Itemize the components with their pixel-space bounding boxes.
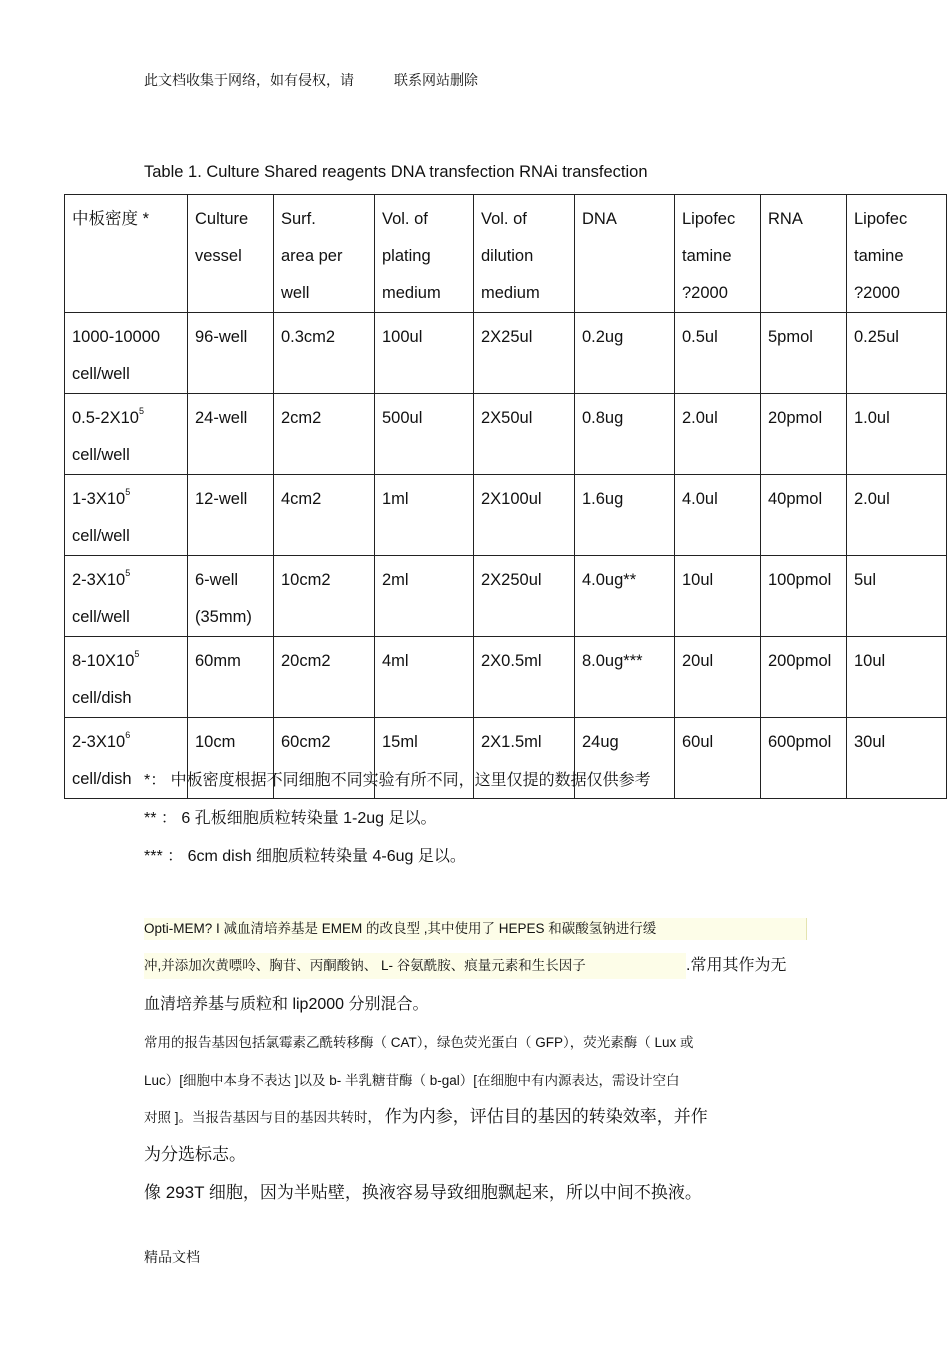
density-unit: cell/dish (72, 689, 132, 707)
cell-area: 4cm2 (274, 475, 375, 556)
cell-lipo-dna: 60ul (675, 718, 761, 799)
vessel-text: 24-well (195, 409, 248, 427)
table-row (65, 313, 947, 394)
optimem-tail-text: .常用其作为无 (686, 957, 787, 974)
header-text: tamine (854, 247, 904, 265)
header-text: well (281, 284, 310, 302)
cell-area: 60cm2 (274, 718, 375, 799)
reporter-gene-line-3 (144, 1102, 708, 1127)
header-text: Culture (195, 210, 249, 228)
density-unit: cell/well (72, 608, 130, 626)
cell-lipo-rna: 2.0ul (847, 475, 947, 556)
header-text: Surf. (281, 210, 316, 228)
cell-area: 0.3cm2 (274, 313, 375, 394)
cell-plating: 15ml (375, 718, 474, 799)
cell-rna: 5pmol (761, 313, 847, 394)
cell-vessel (188, 637, 274, 718)
cell-lipo-dna: 0.5ul (675, 313, 761, 394)
table-row (65, 475, 947, 556)
density-value: 0.5-2X10 (72, 409, 139, 427)
cell-dna: 0.2ug (575, 313, 675, 394)
cell-dna: 1.6ug (575, 475, 675, 556)
header-text: 中板密度 * (72, 210, 150, 228)
density-value: 2-3X10 (72, 733, 126, 751)
header-text: Vol. of (382, 210, 428, 228)
cell-lipo-rna: 0.25ul (847, 313, 947, 394)
density-exponent: 5 (134, 649, 140, 659)
cell-plating: 500ul (375, 394, 474, 475)
cell-lipo-dna: 2.0ul (675, 394, 761, 475)
table-header-cell (474, 195, 575, 313)
cell-plating: 1ml (375, 475, 474, 556)
cell-lipo-rna: 10ul (847, 637, 947, 718)
table-caption: Table 1. Culture Shared reagents DNA transfection RNAi transfection (144, 163, 648, 181)
page-footer: 精品文档 (144, 1249, 200, 1265)
cell-dilution: 2X50ul (474, 394, 575, 475)
optimem-highlighted-text: 冲,并添加次黄嘌呤、胸苷、丙酮酸钠、 L- 谷氨酰胺、痕量元素和生长因子 (144, 953, 686, 979)
cell-density (65, 475, 188, 556)
header-text: Lipofec (854, 210, 908, 228)
cell-rna: 20pmol (761, 394, 847, 475)
cell-area: 2cm2 (274, 394, 375, 475)
table-header-cell (847, 195, 947, 313)
header-text: medium (382, 284, 441, 302)
vessel-text: 10cm (195, 733, 236, 751)
header-text: ?2000 (854, 284, 900, 302)
cell-dilution: 2X1.5ml (474, 718, 575, 799)
header-text-left: 此文档收集于网络，如有侵权，请 (144, 72, 354, 88)
cell-dilution: 2X25ul (474, 313, 575, 394)
vessel-text: 96-well (195, 328, 248, 346)
density-unit: cell/well (72, 365, 130, 383)
optimem-paragraph-line-1: Opti-MEM? I 减血清培养基是 EMEM 的改良型 ,其中使用了 HEPES 和碳酸氢钠进行缓 (144, 918, 807, 940)
cell-vessel (188, 394, 274, 475)
reporter-gene-line-3-large: 作为内参，评估目的基因的转染效率，并作 (384, 1107, 708, 1126)
table-row (65, 637, 947, 718)
cell-rna: 100pmol (761, 556, 847, 637)
cell-dna: 8.0ug*** (575, 637, 675, 718)
cell-vessel (188, 313, 274, 394)
cell-dilution: 2X0.5ml (474, 637, 575, 718)
footnote-6cm: *** ： 6cm dish 细胞质粒转染量 4-6ug 足以。 (144, 848, 466, 865)
density-unit: cell/well (72, 446, 130, 464)
cell-rna: 40pmol (761, 475, 847, 556)
header-text: medium (481, 284, 540, 302)
optimem-paragraph-line-2 (144, 953, 786, 979)
reporter-gene-line-3-small: 对照 ]。当报告基因与目的基因共转时， (144, 1110, 385, 1125)
table-header-cell (675, 195, 761, 313)
density-value: 1-3X10 (72, 490, 126, 508)
cell-plating: 2ml (375, 556, 474, 637)
cell-dilution: 2X100ul (474, 475, 575, 556)
cell-lipo-dna: 20ul (675, 637, 761, 718)
density-value: 1000-10000 (72, 328, 161, 346)
optimem-paragraph-line-3: 血清培养基与质粒和 lip2000 分别混合。 (144, 996, 429, 1013)
header-text: vessel (195, 247, 242, 265)
cell-plating: 100ul (375, 313, 474, 394)
cell-lipo-rna: 1.0ul (847, 394, 947, 475)
table-header-row (65, 195, 947, 313)
header-text: Vol. of (481, 210, 527, 228)
cell-area: 10cm2 (274, 556, 375, 637)
header-text-right: 联系网站删除 (394, 72, 478, 88)
cell-density (65, 637, 188, 718)
density-unit: cell/well (72, 527, 130, 545)
cell-lipo-dna: 4.0ul (675, 475, 761, 556)
page-header (144, 70, 478, 90)
header-text: RNA (768, 210, 803, 228)
cell-density (65, 313, 188, 394)
header-text: area per (281, 247, 343, 265)
table-header-cell (65, 195, 188, 313)
table-header-cell (375, 195, 474, 313)
cell-plating: 4ml (375, 637, 474, 718)
table-header-cell (274, 195, 375, 313)
header-text: DNA (582, 210, 617, 228)
header-text: Lipofec (682, 210, 736, 228)
cell-lipo-rna: 30ul (847, 718, 947, 799)
cell-density (65, 394, 188, 475)
293t-note: 像 293T 细胞，因为半贴壁，换液容易导致细胞飘起来，所以中间不换液。 (144, 1183, 702, 1202)
header-text: dilution (481, 247, 534, 265)
header-text: tamine (682, 247, 732, 265)
density-value: 8-10X10 (72, 652, 135, 670)
density-exponent: 5 (125, 568, 131, 578)
cell-dna: 4.0ug** (575, 556, 675, 637)
table-row (65, 394, 947, 475)
cell-lipo-dna: 10ul (675, 556, 761, 637)
table-header-cell (188, 195, 274, 313)
cell-vessel (188, 556, 274, 637)
cell-density (65, 556, 188, 637)
cell-rna: 200pmol (761, 637, 847, 718)
vessel-text: 12-well (195, 490, 248, 508)
vessel-text: 6-well (195, 571, 239, 589)
cell-dilution: 2X250ul (474, 556, 575, 637)
vessel-text: (35mm) (195, 608, 252, 626)
footnote-density: *： 中板密度根据不同细胞不同实验有所不同，这里仅提的数据仅供参考 (144, 772, 651, 789)
reporter-gene-line-4: 为分选标志。 (144, 1145, 246, 1164)
vessel-text: 60mm (195, 652, 241, 670)
transfection-reagents-table (64, 194, 947, 799)
cell-rna: 600pmol (761, 718, 847, 799)
header-text: ?2000 (682, 284, 728, 302)
table-header-cell (575, 195, 675, 313)
header-text: plating (382, 247, 431, 265)
reporter-gene-line-1: 常用的报告基因包括氯霉素乙酰转移酶（ CAT），绿色荧光蛋白（ GFP），荧光素酶（ Lux 或 (144, 1035, 694, 1050)
table-row (65, 556, 947, 637)
density-exponent: 6 (125, 730, 131, 740)
density-exponent: 5 (138, 406, 144, 416)
density-value: 2-3X10 (72, 571, 126, 589)
table-header-cell (761, 195, 847, 313)
cell-dna: 0.8ug (575, 394, 675, 475)
reporter-gene-line-2: Luc）[细胞中本身不表达 ]以及 b- 半乳糖苷酶（ b-gal）[在细胞中有内源表达，需设计空白 (144, 1073, 680, 1088)
density-exponent: 5 (125, 487, 131, 497)
cell-vessel (188, 475, 274, 556)
footnote-6well: ** ： 6 孔板细胞质粒转染量 1-2ug 足以。 (144, 810, 437, 827)
cell-dna: 24ug (575, 718, 675, 799)
cell-area: 20cm2 (274, 637, 375, 718)
cell-lipo-rna: 5ul (847, 556, 947, 637)
density-unit: cell/dish (72, 770, 132, 788)
